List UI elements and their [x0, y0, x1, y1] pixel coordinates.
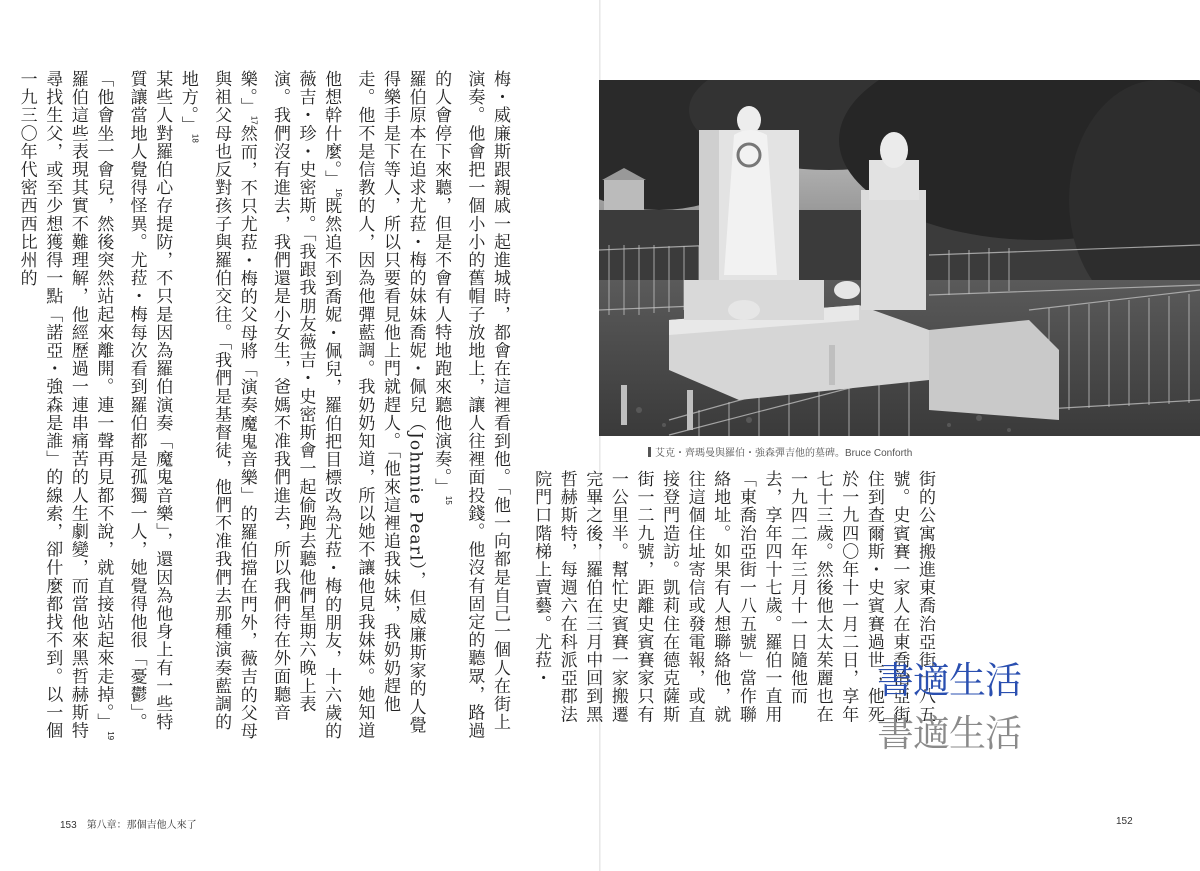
watermark-blue: 書適生活 — [877, 659, 1021, 702]
paragraph-3: 某些人對羅伯心存提防，不只是因為羅伯演奏「魔鬼音樂」，還因為他身上有一些特質讓當地人覺得怪異。尤菈・梅每次看到羅伯都是孤獨一人，她覺得他很「憂鬱」。「他會坐一會兒，然後突然站起來離開。連一聲再見都不說，就直接站起來走掉。」$^{19}$羅伯這些表現其實不難理解，他經歷過一連串痛苦的人生劇變，而當他來黑哲赫斯特尋找生父，或至少想獲得一點「諾亞・強森是誰」的線索，卻什麼都找不到。以一個一九三〇年代密西西比州的 — [16, 70, 173, 741]
cemetery-photo — [599, 80, 1200, 436]
photo-caption: 艾克・齊瑪曼與羅伯・強森彈吉他的墓碑。Bruce Conforth — [648, 444, 912, 459]
endnote-16: 16 — [333, 188, 343, 198]
watermark-gray: 書適生活 — [877, 712, 1021, 755]
caption-marker — [648, 447, 651, 457]
paragraph-1: 梅・威廉斯跟親戚一起進城時，都會在這裡看到他。「他一向都是自己一個人在街上演奏。他會把一個小小的舊帽子放地上，讓人往裡面投錢。他沒有固定的聽眾，路過的人會停下來聽，但是不會有人特地跑來聽他演奏。」$^{15}$ — [431, 70, 510, 740]
endnote-15: 15 — [443, 495, 453, 505]
right-paragraph: 街的公寓搬進東喬治亞街一八五號。史賓賽一家人在東喬治亞街住到查爾斯・史賓賽過世；他死於一九四〇年十一月二日，享年七十三歲。然後他太太茱麗也在一九四二年三月十一日隨他而去，享年四十七歲。羅伯一直用「東喬治亞街一八五號」當作聯絡地址。如果有人想聯絡他，就往這個住址寄信或發電報，或直接登門造訪。凱莉住在德克薩斯街一二九號，距離史賓賽家只有一公里半。幫忙史賓賽一家搬遷完畢之後，羅伯在三月中回到黑哲赫斯特，每週六在科派亞郡法院門口階梯上賣藝。尤菈・ — [531, 470, 935, 724]
page-number-right: 152 — [1116, 816, 1133, 827]
left-page-body — [16, 70, 512, 745]
left-footer — [60, 816, 197, 831]
endnote-17: 17 — [249, 115, 259, 125]
endnote-19: 19 — [106, 731, 116, 741]
endnote-18: 18 — [190, 133, 200, 143]
paragraph-2: 羅伯原本在追求尤菈・梅的妹妹喬妮・佩兒（Johnnie Pearl），但威廉斯家的人覺得樂手是下等人，所以只要看見他上門就趕人。「他來這裡追我妹妹，我奶奶趕他走。他不是信教的人，因為他彈藍調。我奶奶知道，所以她不讓他見我妹妹。她知道他想幹什麼。」$^{16}$既然追不到喬妮・佩兒，羅伯把目標改為尤菈・梅的朋友，十六歲的薇吉・珍・史密斯。「我跟我朋友薇吉・史密斯會一起偷跑去聽他們星期六晚上表演。我們沒有進去，我們還是小女生，爸媽不准我們進去，所以我們待在外面聽音樂。」$^{17}$然而，不只尤菈・梅的父母將「演奏魔鬼音樂」的羅伯擋在門外，薇吉的父母與祖父母也反對孩子與羅伯交往。「我們是基督徒，他們不准我們去那種演奏藍調的地方。」$^{18}$ — [177, 70, 426, 741]
page-number-left: 153 — [60, 820, 77, 831]
running-head: 第八章：那個吉他人來了 — [86, 820, 197, 831]
